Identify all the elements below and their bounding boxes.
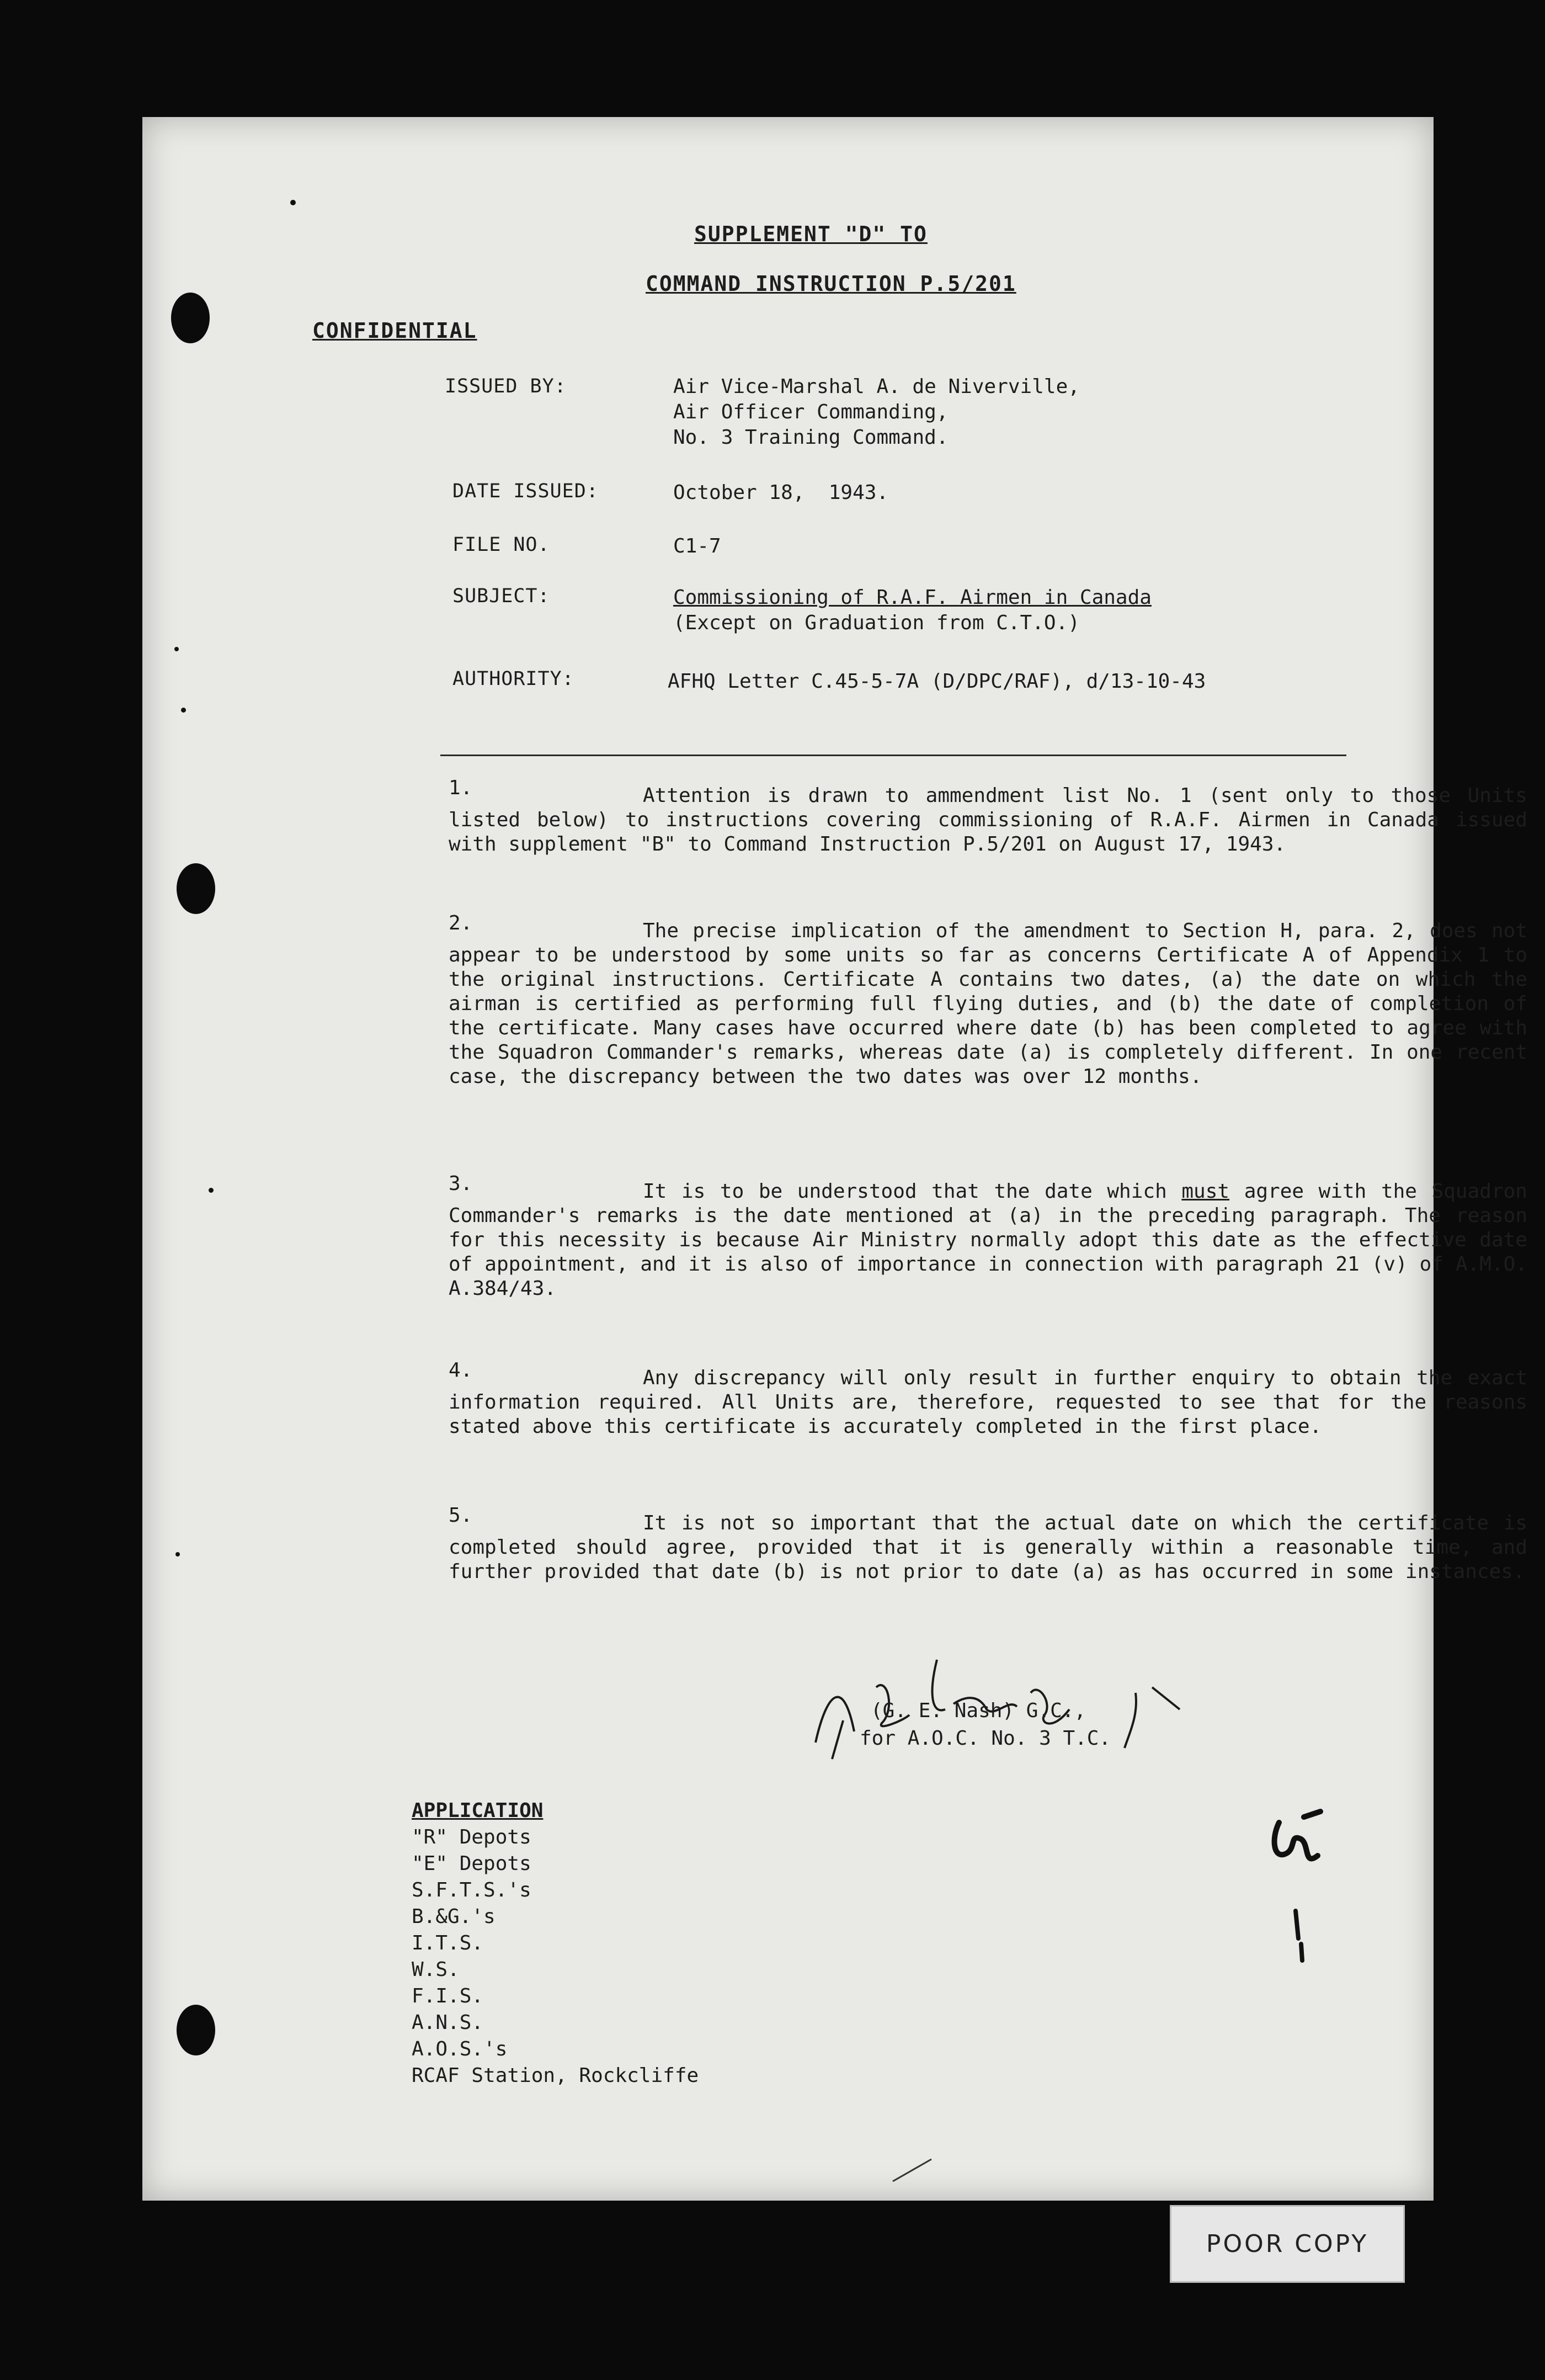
- paragraph-3-emphasis: must: [1181, 1180, 1230, 1203]
- application-item: "R" Depots: [412, 1826, 531, 1848]
- application-heading: APPLICATION: [412, 1799, 544, 1822]
- application-item: B.&G.'s: [412, 1905, 496, 1928]
- application-item: F.I.S.: [412, 1985, 484, 2007]
- ink-speck: [175, 1552, 180, 1556]
- file-no-label: FILE NO.: [452, 534, 550, 556]
- application-item: A.O.S.'s: [412, 2038, 508, 2060]
- issued-by-line-3: No. 3 Training Command.: [673, 426, 949, 449]
- paragraph-number: 5.: [449, 1504, 473, 1527]
- pencil-stroke: [887, 2154, 953, 2187]
- file-no-value: C1-7: [673, 535, 721, 557]
- instruction-heading: COMMAND INSTRUCTION P.5/201: [646, 272, 1016, 296]
- paragraph-number: 4.: [449, 1359, 473, 1382]
- paragraph-4: Any discrepancy will only result in further enquiry to obtain the exact information required. All Units are, therefore, requested to see that for the reasons stated above this certificate is accurately completed in the first place.: [449, 1367, 1527, 1438]
- authority-value: AFHQ Letter C.45-5-7A (D/DPC/RAF), d/13-10-43: [668, 670, 1206, 693]
- punch-hole-bottom: [177, 2005, 215, 2055]
- subject-label: SUBJECT:: [452, 585, 550, 607]
- paragraph-3-text-cont: agree with the Squadron Commander's remarks is the date mentioned at (a) in the preceding paragraph. The reason for this necessity is because Air Ministry normally adopt this date as the effective date of appointment, and it is also of importance in connection with paragraph 21 (v) of A.M.O. A.384/43.: [449, 1180, 1527, 1300]
- supplement-heading: SUPPLEMENT "D" TO: [694, 222, 928, 246]
- classification-label: CONFIDENTIAL: [312, 318, 477, 343]
- paragraph-2: The precise implication of the amendment to Section H, para. 2, does not appear to be understood by some units so far as concerns Certificate A of Appendix 1 to the original instructions. Certificate A contains two dates, (a) the date on which the airman is certified as performing full flying duties, and (b) the date of completion of the certificate. Many cases have occurred where date (b) has been completed to agree with the Squadron Commander's remarks, whereas date (a) is completely different. In one recent case, the discrepancy between the two dates was over 12 months.: [449, 920, 1527, 1088]
- punch-hole-middle: [177, 863, 215, 914]
- ink-speck: [174, 647, 179, 651]
- paragraph-5: It is not so important that the actual date on which the certificate is completed should agree, provided that it is generally within a reasonable time, and further provided that date (b) is not prior to date (a) as has occurred in some instances.: [449, 1512, 1527, 1583]
- paragraph-1: Attention is drawn to ammendment list No. 1 (sent only to those Units listed below) to instructions covering commissioning of R.A.F. Airmen in Canada issued with supplement "B" to Command Instruction P.5/201 on August 17, 1943.: [449, 784, 1527, 856]
- signature-name: (G. E. Nash) G.C.,: [871, 1699, 1086, 1722]
- signature-for-line: for A.O.C. No. 3 T.C.: [860, 1727, 1111, 1750]
- issued-by-line-1: Air Vice-Marshal A. de Niverville,: [673, 375, 1080, 398]
- application-item: S.F.T.S.'s: [412, 1879, 531, 1901]
- paragraph-3: [449, 1180, 1527, 1301]
- ink-speck: [290, 200, 296, 205]
- authority-label: AUTHORITY:: [452, 668, 574, 690]
- paragraph-number: 3.: [449, 1172, 473, 1195]
- issued-by-line-2: Air Officer Commanding,: [673, 401, 949, 423]
- application-item: A.N.S.: [412, 2011, 484, 2034]
- application-item: "E" Depots: [412, 1852, 531, 1875]
- ink-speck: [181, 708, 186, 713]
- issued-by-label: ISSUED BY:: [445, 375, 567, 397]
- poor-copy-stamp: POOR COPY: [1170, 2205, 1405, 2283]
- punch-hole-top: [171, 293, 210, 343]
- ink-speck: [209, 1188, 214, 1193]
- application-item: RCAF Station, Rockcliffe: [412, 2064, 699, 2087]
- date-issued-label: DATE ISSUED:: [452, 480, 599, 502]
- handwritten-mark: [1257, 1800, 1345, 1988]
- application-item: I.T.S.: [412, 1932, 484, 1954]
- date-issued-value: October 18, 1943.: [673, 481, 889, 504]
- paragraph-number: 1.: [449, 777, 473, 799]
- document-page: [142, 117, 1527, 2201]
- paragraph-number: 2.: [449, 912, 473, 934]
- subject-line-1: Commissioning of R.A.F. Airmen in Canada: [673, 586, 1152, 609]
- subject-line-2: (Except on Graduation from C.T.O.): [673, 612, 1080, 634]
- paragraph-3-text: It is to be understood that the date which: [643, 1180, 1167, 1203]
- application-item: W.S.: [412, 1958, 460, 1981]
- separator-rule: [440, 755, 1346, 756]
